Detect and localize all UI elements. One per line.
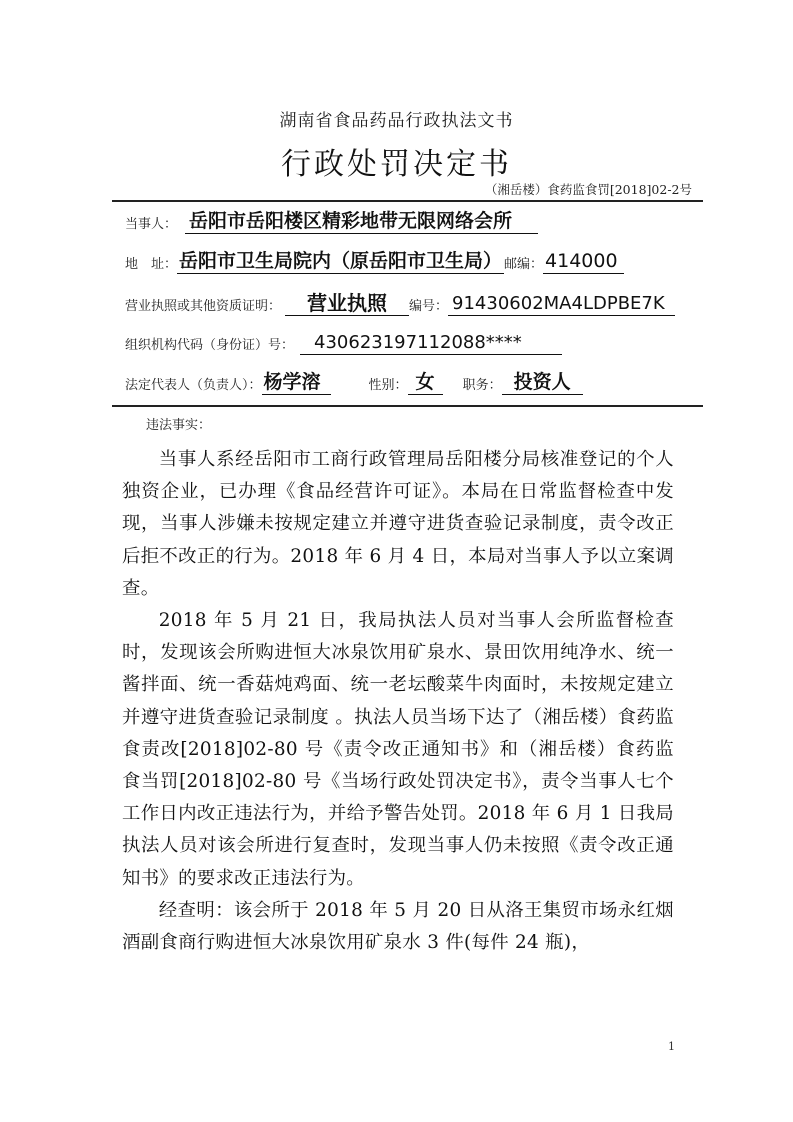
- address-label: 地 址：: [125, 256, 178, 272]
- gender-value: 女: [408, 372, 443, 395]
- license-number-label: 编号：: [409, 299, 449, 314]
- document-title: 行政处罚决定书: [281, 147, 512, 182]
- party-name: 岳阳市岳阳楼区精彩地带无限网络会所: [185, 211, 538, 234]
- facts-paragraph: 2018 年 5 月 21 日，我局执法人员对当事人会所监督检查时，发现该会所购进恒大冰泉饮用矿泉水、景田饮用纯净水、统一酱拌面、统一香菇炖鸡面、统一老坛酸菜牛肉面时，未按规定建立并遵守进货查验记录制度 。执法人员当场下达了（湘岳楼）食药监食责改[2018]02-80 号《责令改正通知书》和（湘岳楼）食药监食当罚[2018]02-80 号《当场行政处罚决定书》，责令当事人七个工作日内改正违法行为，并给予警告处罚。2018 年 6 月 1 日我局执法人员对该会所进行复查时，发现当事人仍未按照《责令改正通知书》的要求改正违法行为。: [122, 610, 674, 889]
- facts-body: [122, 444, 674, 959]
- party-row: [125, 211, 538, 234]
- postcode-value: 414000: [543, 251, 624, 274]
- facts-section-label: 违法事实：: [146, 418, 212, 433]
- page-number: 1: [668, 1040, 675, 1053]
- address-value: 岳阳市卫生局院内（原岳阳市卫生局）: [179, 250, 503, 272]
- legal-rep-name: 杨学溶: [262, 372, 331, 395]
- issuing-organization: 湖南省食品药品行政执法文书: [279, 111, 514, 131]
- license-row: [125, 292, 675, 316]
- legal-rep-label: 法定代表人（负责人）：: [125, 377, 262, 393]
- position-label: 职务：: [462, 377, 502, 393]
- id-row: [125, 333, 562, 355]
- id-label: 组织机构代码（身份证）号：: [125, 337, 295, 353]
- license-number: 91430602MA4LDPBE7K: [448, 294, 675, 316]
- document-number: （湘岳楼）食药监食罚[2018]02-2号: [484, 182, 692, 197]
- bottom-divider: [112, 405, 703, 407]
- position-value: 投资人: [502, 372, 583, 395]
- license-type: 营业执照: [285, 292, 409, 316]
- license-label: 营业执照或其他资质证明：: [125, 299, 282, 314]
- top-divider: [112, 200, 703, 202]
- id-number: 430623197112088****: [300, 333, 562, 355]
- party-label: 当事人：: [125, 216, 178, 232]
- facts-paragraph: 当事人系经岳阳市工商行政管理局岳阳楼分局核准登记的个人独资企业，已办理《食品经营许可证》。本局在日常监督检查中发现，当事人涉嫌未按规定建立并遵守进货查验记录制度，责令改正后拒不改正的行为。2018 年 6 月 4 日，本局对当事人予以立案调查。: [122, 449, 674, 599]
- facts-paragraph: 经查明：该会所于 2018 年 5 月 20 日从洛王集贸市场永红烟酒副食商行购进恒大冰泉饮用矿泉水 3 件(每件 24 瓶)，: [122, 899, 674, 954]
- postcode-label: 邮编：: [504, 256, 544, 272]
- legal-rep-row: [125, 372, 583, 395]
- address-row: [125, 251, 624, 274]
- gender-label: 性别：: [368, 377, 408, 393]
